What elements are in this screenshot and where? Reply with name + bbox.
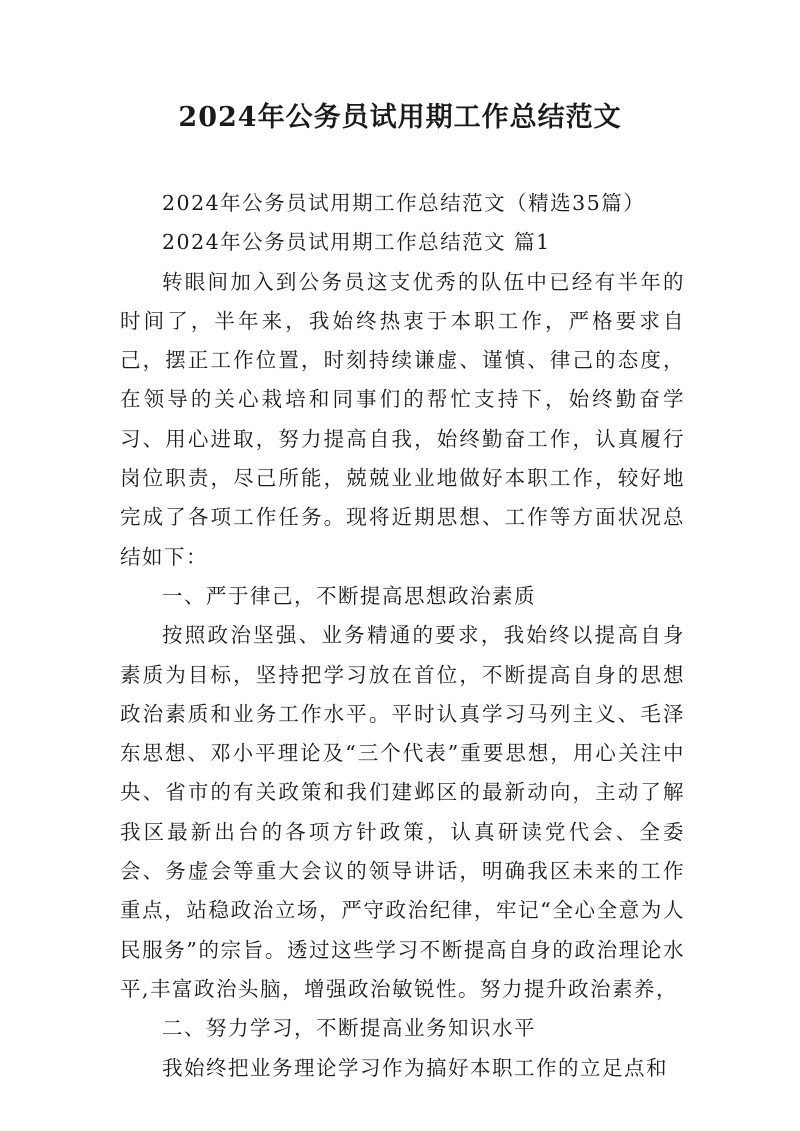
document-body bbox=[120, 184, 685, 1088]
subtitle: 2024年公务员试用期工作总结范文（精选35篇） bbox=[162, 191, 646, 215]
paragraph: 转眼间加入到公务员这支优秀的队伍中已经有半年的时间了，半年来，我始终热衷于本职工作，严格要求自己，摆正工作位置，时刻持续谦虚、谨慎、律己的态度，在领导的关心栽培和同事们的帮忙支持下，始终勤奋学习、用心进取，努力提高自我，始终勤奋工作，认真履行岗位职责，尽己所能，兢兢业业地做好本职工作，较好地完成了各项工作任务。现将近期思想、工作等方面状况总结如下： bbox=[120, 269, 685, 569]
paragraph: 按照政治坚强、业务精通的要求，我始终以提高自身素质为目标，坚持把学习放在首位，不断提高自身的思想政治素质和业务工作水平。平时认真学习马列主义、毛泽东思想、邓小平理论及“三个代表”重要思想，用心关注中央、省市的有关政策和我们建邺区的最新动向，主动了解我区最新出台的各项方针政策，认真研读党代会、全委会、务虚会等重大会议的领导讲话，明确我区未来的工作重点，站稳政治立场，严守政治纪律，牢记“全心全意为人民服务”的宗旨。透过这些学习不断提高自身的政治理论水平,丰富政治头脑，增强政治敏锐性。努力提升政治素养， bbox=[120, 623, 685, 1001]
section-heading: 二、努力学习，不断提高业务知识水平 bbox=[162, 1016, 536, 1041]
paragraph: 我始终把业务理论学习作为搞好本职工作的立足点和 bbox=[162, 1055, 668, 1080]
article-heading: 2024年公务员试用期工作总结范文 篇1 bbox=[162, 230, 551, 255]
section-heading: 一、严于律己，不断提高思想政治素质 bbox=[162, 583, 536, 608]
document-title: 2024年公务员试用期工作总结范文 bbox=[178, 102, 622, 133]
